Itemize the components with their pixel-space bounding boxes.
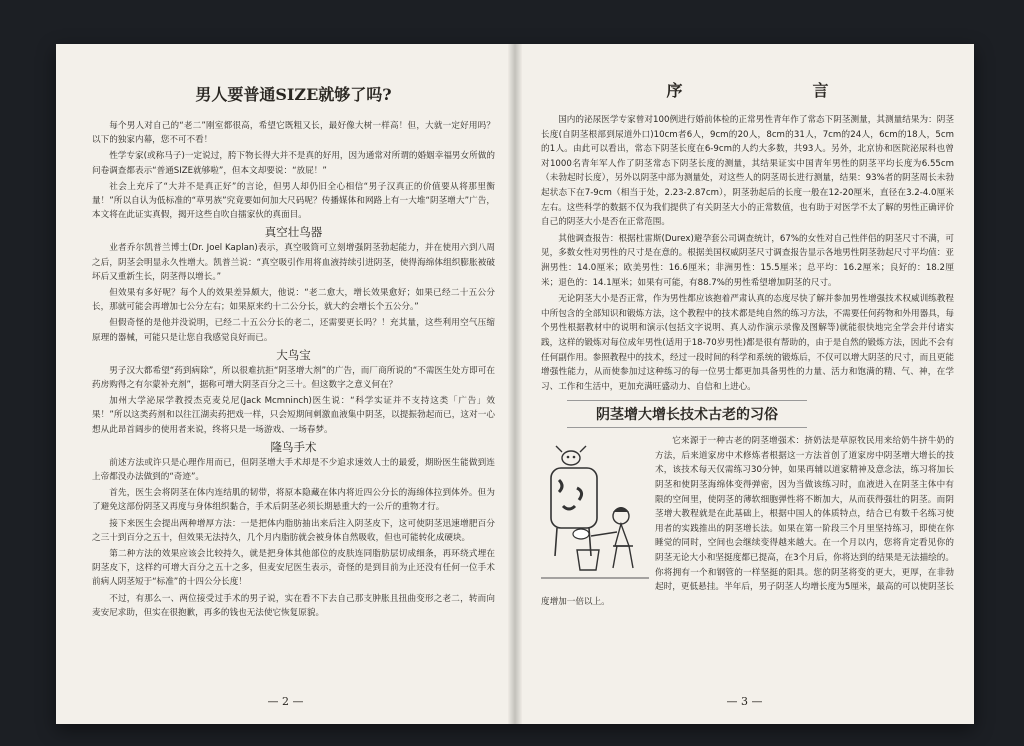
body-paragraph: 第二种方法的效果应该会比较持久，就是把身体其他部位的皮肤连同脂肪层切成细条，再环绕式埋在阴茎皮下，这样约可增大百分之五十之多，但麦安尼医生表示，奇怪的是到目前为止还没有任何一位手术前病人阴茎短于“标准”的十四公分长度！ (92, 549, 495, 588)
section-heading-pills: 大鸟宝 (276, 347, 311, 362)
right-page (515, 44, 974, 724)
left-page (56, 44, 515, 724)
body-paragraph: 业者乔尔凯普兰博士(Dr. Joel Kaplan)表示，真空吸筒可立刻增强阴茎勃起能力，并在使用六到八周之后，阴茎会明显永久性增大。凯普兰说：“真空吸引作用将血液持续引进阴茎，使得海绵体组织膨胀被破坏后又重新生长，阴茎得以增长。” (92, 243, 495, 282)
illustrated-section (541, 434, 954, 611)
body-paragraph: 前述方法或许只是心理作用而已，但阴茎增大手术却是不少追求速效人士的最爱，期盼医生能做到连上帝都没办法做到的“奇迹”。 (92, 457, 495, 483)
preface-title-char: 言 (812, 81, 829, 100)
preface-title (541, 78, 954, 101)
body-paragraph: 加州大学泌尿学教授杰克麦兑尼(Jack Mcmninch)医生说：“科学实证并不支持这类「广告」效果！”所以这类药剂和以往江湖卖药把戏一样，只会短期间刺激血液集中阴茎，以提振勃起而已，这对一心想从此昂首阔步的使用者来说，终将只是一场游戏、一场春梦。 (92, 396, 495, 435)
section-heading-ancient-custom: 阴茎增大增长技术古老的习俗 (567, 400, 807, 428)
page-number-right: — 3 — (726, 695, 763, 708)
body-paragraph: 但效果有多好呢？每个人的效果差异颇大，他说：“老二愈大，增长效果愈好；如果已经二十五公分长，那就可能会再增加七公分左右；如果原来约十二公分长，就大约会增长个五公分。” (92, 288, 495, 313)
intro-paragraph: 性学专家(或称马子)一定说过，胯下物长得大并不是真的好用，因为通常对所谓的婚姻幸福男女所做的问卷调查都表示“普通SIZE就够啦”，但本文却要说：“放屁！” (92, 151, 495, 176)
intro-paragraph: 每个男人对自己的“老二”刚室都很高，希望它既粗又长，最好像大树一样高！但，大就一定好用吗？以下的独家内幕，您不可不看！ (92, 121, 495, 146)
open-booklet (56, 44, 974, 724)
preface-title-char: 序 (666, 81, 683, 100)
section-heading-vacuum: 真空壮鸟器 (264, 225, 323, 240)
body-paragraph: 国内的泌尿医学专家曾对100例进行婚前体检的正常男性青年作了常态下阴茎测量，其测量结果为：阴茎长度(自阴茎根部到尿道外口)10cm者6人，9cm的20人，8cm的31人，7cm的24人，6cm的18人，5cm的1人。由此可以看出，常态下阴茎长度在6-9cm的人约大多数，共93人。另外，北京协和医院泌尿科也曾对1000名青年军人作了阴茎常态下阴茎长度的测量，其结果证实中国青年男性的阴茎平均长度为6.55cm（未勃起时长度），另外以阴茎中部为测量处，对这些人的阴茎周长进行测量，结果：93%者的阴茎周长未勃起状态下在7-9cm（相当于处，2.23-2.87cm），阴茎勃起后的长度一般在12-20厘米，直径在3.2-4.0厘米左右。这些科学的数据不仅为我们提供了有关阴茎大小的正常数值，也有助于对医学不太了解的男性正确评价自己的阴茎大小是否在正常范围。 (541, 115, 954, 228)
body-paragraph: 首先，医生会将阴茎在体内连结肌的韧带，将原本隐藏在体内将近四公分长的海绵体拉到体外。但为了避免这部份阴茎又再度与身体组织黏合，手术后阴茎必须长期悬重大约一公斤的重物才行。 (92, 488, 495, 513)
body-paragraph: 接下来医生会提出两种增厚方法：一是把体内脂肪抽出来后注入阴茎皮下，这可使阴茎迅速增肥百分之三十到百分之五十，但效果无法持久，几个月内脂肪就会被身体自然吸收，但也可能转化成硬块。 (92, 518, 495, 543)
cow-milking-illustration (541, 438, 649, 588)
left-page-title: 男人要普通SIZE就够了吗? (195, 85, 392, 104)
body-paragraph: 不过，有那么一、两位接受过手术的男子说，实在看不下去自己那支肿胀且扭曲变形之老二，转而向麦安尼求助，但实在很抱歉，再多的钱也无法使它恢复原貌。 (92, 593, 495, 618)
body-paragraph: 它来源于一种古老的阴茎增强术：挤奶法是草原牧民用来给奶牛挤牛奶的方法，后来道家房中术修炼者根据这一方法首创了道家房中阴茎增大增长的技术，该技术每天仅需练习30分钟，如果再辅以道家精神及意念法，练习将加长阴茎和使阴茎海绵体变得弹密，因为当做该练习时，血液进入在阴茎主体中有限的空间里，使阴茎的薄软细胞弹性将不断加大，从而获得强壮的阴茎。而阴茎增大教程就是在此基础上，根据中国人的体质特点，结合已有数千名练习使用者的实践推出的阴茎增长法。如果在第一阶段三个月里坚持练习，即使在你睡觉的同时，空间也会继续变得越来越大。在一个月以内，您将肯定看见你的阴茎无论大小和坚挺度都已提高，在3个月后，你将达到的结果是无法描绘的。你将拥有一个和钢管的一样坚挺的阳具。您的阴茎将变的更大，更厚，在非勃起时，更低悬挂。半年后，男子阴茎人均增长度为5厘米，最高的可以使阴茎长度增加一倍以上。 (541, 436, 954, 607)
intro-paragraph: 社会上充斥了“大并不是真正好”的言论，但男人却仍旧全心相信“男子汉真正的价值要从将那里衡量！”所以自认为低标准的“草男族”究竟要如何加大尺码呢？传播媒体和网路上有一大堆“阴茎增大”广告，本文将在此证实真假，揭开这些自吹自擂家伙的真面目。 (92, 181, 495, 221)
body-paragraph: 男子汉大都希望“药到病除”，所以很难抗拒“阴茎增大剂”的广告，而厂商所说的“不需医生处方即可在药房购得之有尔蒙补充剂”，据称可增大阴茎百分之三十。但这数字之意义何在？ (92, 365, 495, 391)
page-number-left: — 2 — (267, 695, 304, 708)
section-heading-surgery: 隆鸟手术 (270, 439, 317, 454)
body-paragraph: 但假奇怪的是他并没说明，已经二十五公分长的老二，还需要更长吗？！充其量，这些利用空气压缩原理的器械，可能只是让您自我感觉良好而已。 (92, 318, 495, 343)
body-paragraph: 无论阴茎大小是否正常，作为男性都应该抱着严肃认真的态度尽快了解并参加男性增强技术权威训练教程中所包含的全部知识和锻炼方法，这个教程中的技术都是纯自然的练习方法，不需要任何药物和外用器具，每个男性根据教材中的说明和演示(包括文字说明、真人动作演示录像及图解等)就能很快地完全学会并付诸实践，这样的锻炼对每位成年男性(适用于18-70岁男性)都是很有帮助的，由于是自然的锻炼方法，因此不会有任何副作用。参照教程中的技术，经过一段时间的科学和系统的锻炼后，不仅可以增大阴茎的尺寸，而且更能增强性能力，从而使参加过这种练习的每一位男士都更加具备男性的力量、活力和饱满的精、气、神，在学习、工作和生活中，更加充满旺盛动力、自信和上进心。 (541, 294, 954, 392)
body-paragraph: 其他调查报告：根据杜雷斯(Durex)避孕套公司调查统计，67%的女性对自己性伴侣的阴茎尺寸不满，可见，多数女性对男性的尺寸是在意的。根据美国权威阴茎尺寸调查报告显示各地男性阴茎勃起尺寸平均值：亚洲男性：14.0厘米；欧美男性：16.6厘米；非洲男性：15.5厘米；总平均：16.2厘米；良好的：18.2厘米；退色的：14.1厘米；如果有可能，有88.7%的男性希望增加阴茎的尺寸。 (541, 233, 954, 288)
